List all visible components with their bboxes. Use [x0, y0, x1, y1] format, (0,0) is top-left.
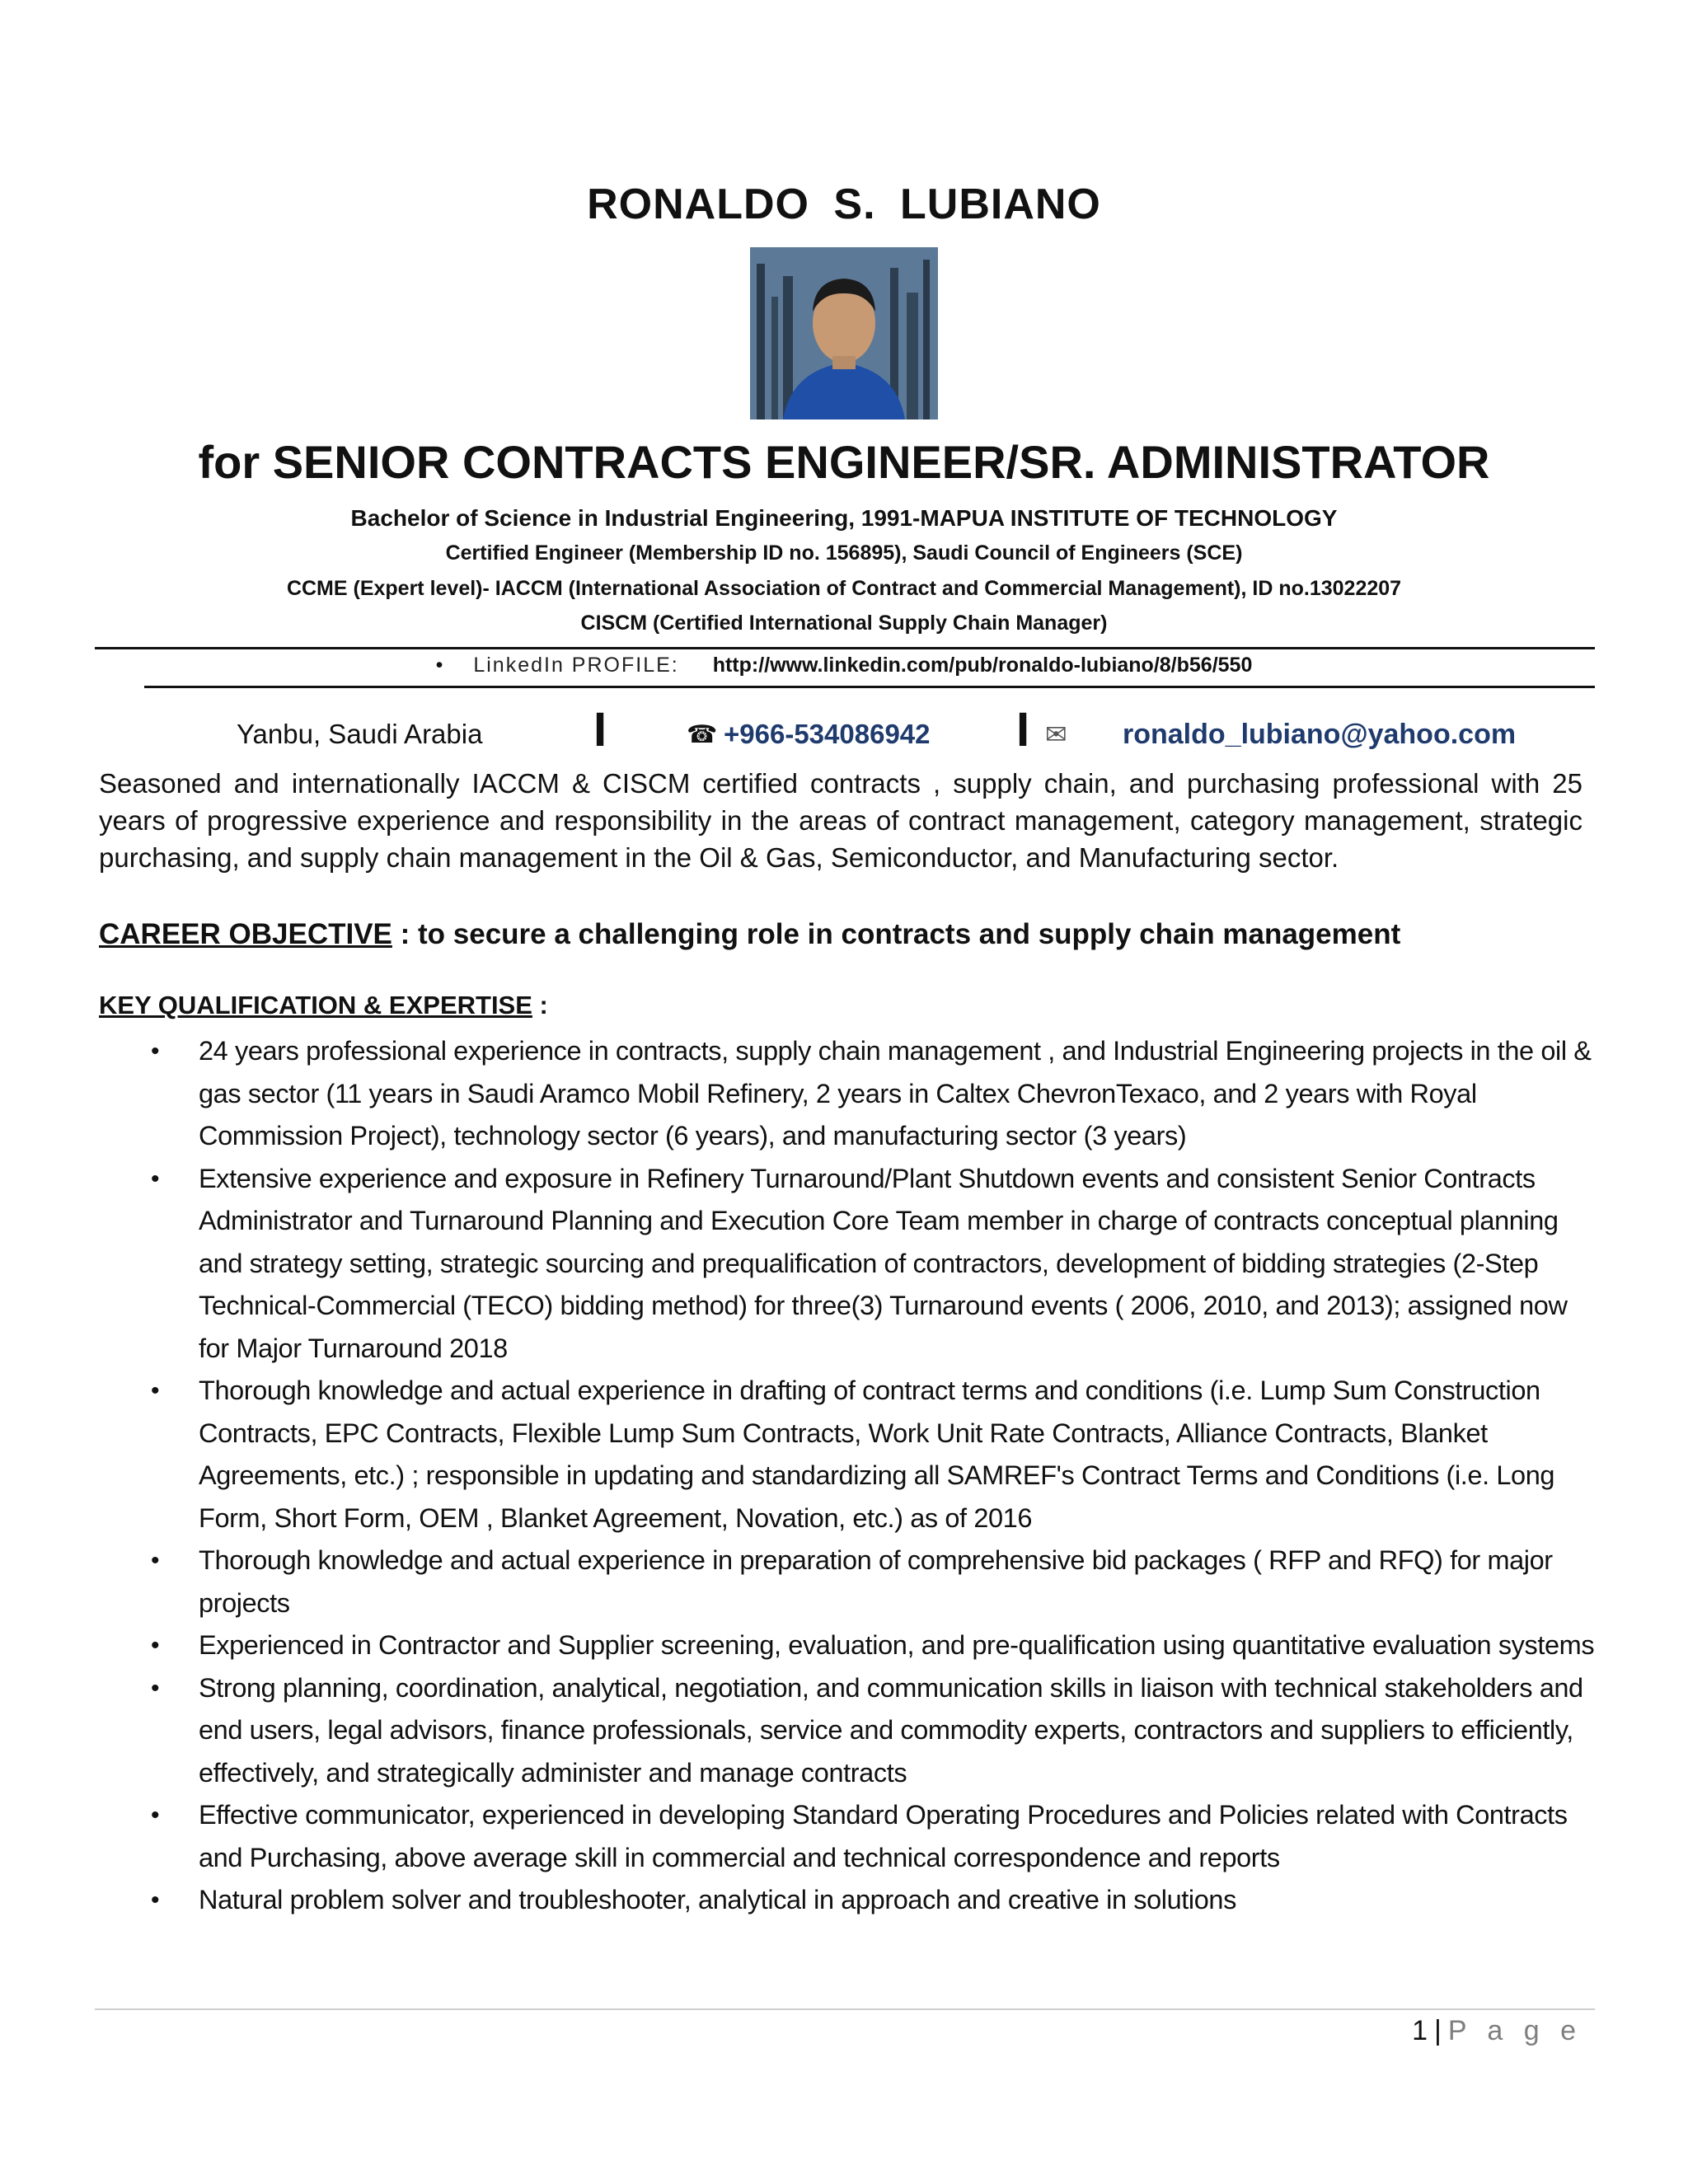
professional-summary: Seasoned and internationally IACCM & CISCM certified contracts , supply chain, and purchasing professional with 25 years of progressive experience and responsibility in the areas of contract management, category management, strategic purchasing, and supply chain management in the Oil & Gas, Semiconductor, and Manufacturing sector. — [99, 768, 1582, 873]
bullet-icon: • — [151, 1165, 160, 1193]
linkedin-label: LinkedIn PROFILE: — [473, 654, 679, 677]
page-number: 1 — [1412, 2015, 1428, 2046]
career-objective — [99, 918, 1400, 951]
objective-heading: CAREER OBJECTIVE — [99, 918, 392, 950]
key-qualifications-heading-row — [99, 991, 548, 1020]
phone-icon: ☎ — [687, 721, 718, 748]
linkedin-row — [0, 654, 1688, 677]
contact-email[interactable]: ronaldo_lubiano@yahoo.com — [1123, 719, 1517, 750]
bullet-icon: • — [151, 1547, 160, 1574]
list-item-text: Extensive experience and exposure in Refinery Turnaround/Plant Shutdown events and consistent Senior Contracts Administrator and Turnaround Planning and Execution Core Team member in charge of contracts conceptual planning and strategy setting, strategic sourcing and prequalification of contractors, development of bidding strategies (2-Step Technical-Commercial (TECO) bidding method) for three(3) Turnaround events ( 2006, 2010, and 2013); assigned now for Major Turnaround 2018 — [199, 1163, 1568, 1363]
list-item — [0, 1624, 1600, 1667]
bullet-icon: • — [151, 1886, 160, 1914]
list-item — [0, 1370, 1600, 1540]
credential-ccme: CCME (Expert level)- IACCM (International Association of Contract and Commercial Management), ID no.13022207 — [286, 577, 1402, 600]
target-position: for SENIOR CONTRACTS ENGINEER/SR. ADMINISTRATOR — [198, 436, 1490, 488]
objective-text: to secure a challenging role in contracts and supply chain management — [418, 918, 1401, 950]
linkedin-bullet: • — [435, 654, 443, 677]
list-item — [0, 1158, 1600, 1371]
list-item-text: Strong planning, coordination, analytical, negotiation, and communication skills in liaison with technical stakeholders and end users, legal advisors, finance professionals, service and commodity experts, contractors and suppliers to efficiently, effectively, and strategically administer and manage contracts — [199, 1672, 1583, 1788]
list-item — [0, 1030, 1600, 1158]
profile-photo — [750, 247, 938, 419]
list-item-text: Thorough knowledge and actual experience in preparation of comprehensive bid packages ( RFP and RFQ) for major projects — [199, 1545, 1553, 1618]
contact-location: Yanbu, Saudi Arabia — [237, 719, 483, 749]
list-item-text: Natural problem solver and troubleshooter, analytical in approach and creative in solutions — [199, 1885, 1236, 1915]
credential-degree: Bachelor of Science in Industrial Engineering, 1991-MAPUA INSTITUTE OF TECHNOLOGY — [350, 505, 1338, 531]
credential-ciscm: CISCM (Certified International Supply Chain Manager) — [580, 612, 1108, 635]
linkedin-link[interactable]: http://www.linkedin.com/pub/ronaldo-lubiano/8/b56/550 — [712, 654, 1253, 677]
divider-bottom — [144, 686, 1595, 688]
footer-separator: | — [1434, 2015, 1442, 2046]
list-item-text: Effective communicator, experienced in developing Standard Operating Procedures and Policies related with Contracts and Purchasing, above average skill in commercial and technical correspondence and reports — [199, 1800, 1568, 1872]
key-qualifications-heading: KEY QUALIFICATION & EXPERTISE — [99, 991, 532, 1019]
key-qualifications-list — [0, 1030, 1688, 1922]
contact-separator: I — [593, 703, 607, 757]
list-item — [0, 1540, 1600, 1624]
bullet-icon: • — [151, 1674, 160, 1702]
list-item — [0, 1794, 1600, 1879]
contact-separator: I — [1016, 703, 1030, 757]
bullet-icon: • — [151, 1802, 160, 1829]
key-qualifications-separator: : — [532, 991, 548, 1019]
list-item-text: Experienced in Contractor and Supplier screening, evaluation, and pre-qualification using quantitative evaluation systems — [199, 1630, 1595, 1660]
bullet-icon: • — [151, 1377, 160, 1404]
candidate-name: RONALDO S. LUBIANO — [587, 180, 1101, 228]
envelope-icon: ✉ — [1045, 719, 1067, 749]
footer-divider — [95, 2008, 1595, 2010]
list-item — [0, 1879, 1600, 1922]
bullet-icon: • — [151, 1632, 160, 1659]
bullet-icon: • — [151, 1038, 160, 1065]
profile-photo-image — [750, 247, 938, 419]
page-label: P a g e — [1447, 2015, 1582, 2046]
list-item-text: Thorough knowledge and actual experience in drafting of contract terms and conditions (i.e. Lump Sum Construction Contracts, EPC Contracts, Flexible Lump Sum Contracts, Work Unit Rate Contracts, Alliance Contracts, Blanket Agreements, etc.) ; responsible in updating and standardizing all SAMREF's Contract Terms and Conditions (i.e. Long Form, Short Form, OEM , Blanket Agreement, Novation, etc.) as of 2016 — [199, 1376, 1555, 1533]
credential-sce: Certified Engineer (Membership ID no. 156895), Saudi Council of Engineers (SCE) — [445, 541, 1243, 565]
contact-phone[interactable]: +966-534086942 — [724, 719, 931, 749]
divider-top — [95, 647, 1595, 649]
objective-separator: : — [392, 918, 419, 950]
list-item — [0, 1667, 1600, 1795]
list-item-text: 24 years professional experience in contracts, supply chain management , and Industrial Engineering projects in the oil & gas sector (11 years in Saudi Aramco Mobil Refinery, 2 years in Caltex ChevronTexaco, and 2 years with Royal Commission Project), technology sector (6 years), and manufacturing sector (3 years) — [199, 1036, 1592, 1151]
page-footer — [1412, 2015, 1582, 2047]
